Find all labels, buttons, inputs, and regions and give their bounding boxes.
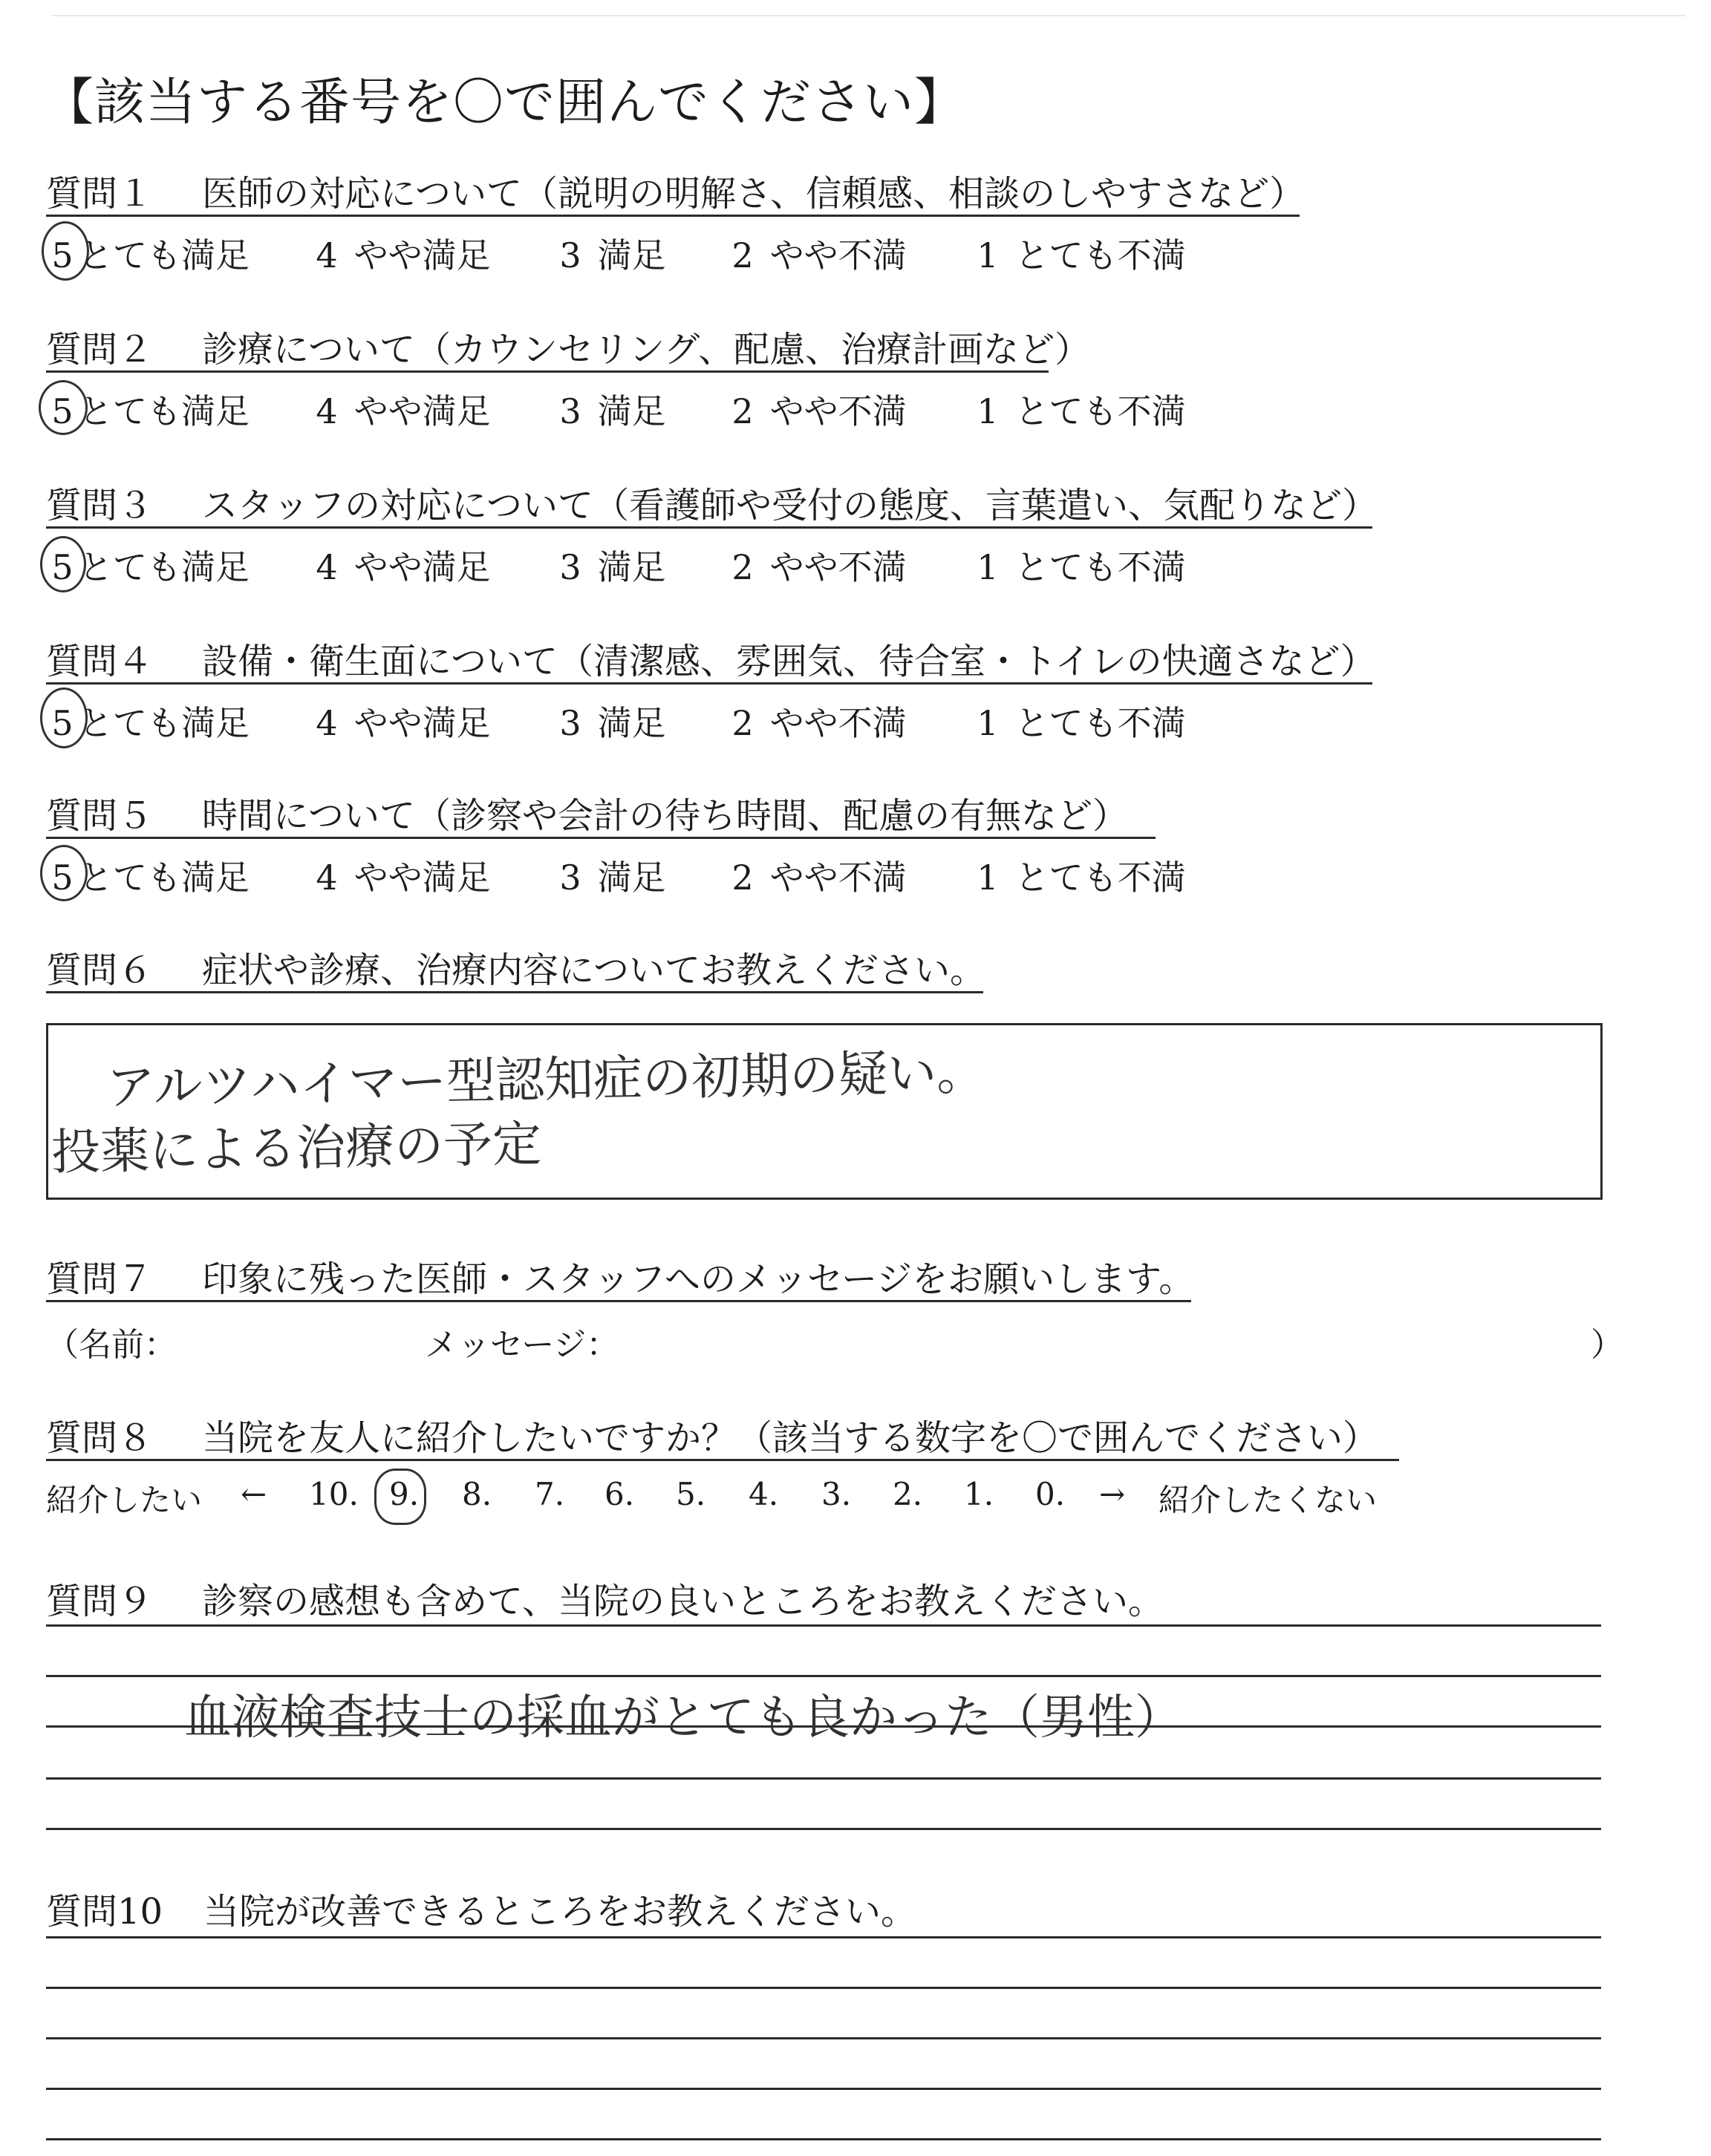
question-6-text: 症状や診療、治療内容についてお教えください。	[202, 950, 986, 991]
question-2-number: 質問２	[46, 329, 154, 370]
question-4-number: 質問４	[46, 641, 154, 682]
message-field-label[interactable]: メッセージ：	[425, 1326, 619, 1364]
question-8-scale	[46, 1476, 1613, 1520]
question-5-text: 時間について（診察や会計の待ち時間、配慮の有無など）	[202, 795, 1129, 837]
question-2-underline	[46, 370, 1049, 373]
scale-option-7[interactable]: 7.	[535, 1476, 565, 1512]
rating-option-3[interactable]: 3 満足	[559, 547, 666, 587]
scale-option-3[interactable]: 3.	[821, 1476, 852, 1512]
scale-option-1[interactable]: 1.	[964, 1476, 994, 1512]
question-4-underline	[46, 682, 1372, 685]
rating-option-4[interactable]: 4 やや満足	[316, 235, 491, 275]
form-instruction-title: 【該当する番号を〇で囲んでください】	[43, 74, 966, 132]
right-arrow-icon: →	[1099, 1476, 1126, 1512]
question-6-handwritten-line-2: 投薬による治療の予定	[50, 1115, 542, 1181]
scale-right-label: 紹介したくない	[1158, 1482, 1378, 1518]
answer-line	[46, 2037, 1601, 2039]
answer-line	[46, 1936, 1601, 1938]
question-8-number: 質問８	[46, 1417, 154, 1459]
scale-option-6[interactable]: 6.	[604, 1476, 635, 1512]
rating-option-4[interactable]: 4 やや満足	[316, 391, 491, 431]
answer-line	[46, 1987, 1601, 1989]
question-7-text: 印象に残った医師・スタッフへのメッセージをお願いします。	[202, 1258, 1195, 1300]
question-10-number: 質問10	[46, 1891, 163, 1933]
question-3-underline	[46, 526, 1372, 529]
rating-option-5[interactable]: 5 とても満足	[51, 858, 250, 898]
rating-option-2[interactable]: 2 やや不満	[731, 391, 907, 431]
question-6-underline	[46, 991, 983, 993]
scale-option-10[interactable]: 10.	[309, 1476, 359, 1512]
rating-option-5[interactable]: 5 とても満足	[51, 547, 250, 587]
scale-left-label: 紹介したい	[46, 1482, 203, 1518]
rating-option-3[interactable]: 3 満足	[559, 858, 666, 898]
rating-option-1[interactable]: 1 とても不満	[977, 235, 1186, 275]
question-7-number: 質問７	[46, 1258, 154, 1300]
answer-line	[46, 2088, 1601, 2090]
rating-option-2[interactable]: 2 やや不満	[731, 235, 907, 275]
question-5-number: 質問５	[46, 795, 154, 837]
rating-option-1[interactable]: 1 とても不満	[977, 391, 1186, 431]
question-5-underline	[46, 837, 1156, 839]
answer-line	[46, 1624, 1601, 1627]
rating-option-4[interactable]: 4 やや満足	[316, 858, 491, 898]
scale-option-0[interactable]: 0.	[1035, 1476, 1066, 1512]
rating-option-1[interactable]: 1 とても不満	[977, 547, 1186, 587]
rating-option-3[interactable]: 3 満足	[559, 703, 666, 743]
question-4-text: 設備・衛生面について（清潔感、雰囲気、待合室・トイレの快適さなど）	[202, 641, 1376, 682]
question-6-handwritten-line-1: アルツハイマー型認知症の初期の疑い。	[105, 1043, 986, 1117]
answer-line	[46, 1675, 1601, 1677]
scan-edge-line	[52, 15, 1686, 16]
rating-option-3[interactable]: 3 満足	[559, 235, 666, 275]
rating-option-5[interactable]: 5 とても満足	[51, 391, 250, 431]
closing-paren: ）	[1591, 1326, 1623, 1364]
answer-line	[46, 1828, 1601, 1830]
question-1-underline	[46, 215, 1300, 217]
question-3-text: スタッフの対応について（看護師や受付の態度、言葉遣い、気配りなど）	[202, 485, 1378, 526]
rating-option-2[interactable]: 2 やや不満	[731, 703, 907, 743]
question-10-text: 当院が改善できるところをお教えください。	[203, 1891, 917, 1933]
rating-option-2[interactable]: 2 やや不満	[731, 547, 907, 587]
question-8-text: 当院を友人に紹介したいですか？（該当する数字を〇で囲んでください）	[202, 1417, 1379, 1459]
rating-option-4[interactable]: 4 やや満足	[316, 703, 491, 743]
rating-option-5[interactable]: 5 とても満足	[51, 235, 250, 275]
question-1-number: 質問１	[46, 173, 154, 215]
question-6-number: 質問６	[46, 950, 154, 991]
question-8-underline	[46, 1459, 1399, 1461]
question-1-text: 医師の対応について（説明の明解さ、信頼感、相談のしやすさなど）	[202, 173, 1306, 215]
rating-option-4[interactable]: 4 やや満足	[316, 547, 491, 587]
question-2-text: 診療について（カウンセリング、配慮、治療計画など）	[202, 329, 1091, 370]
scale-option-5[interactable]: 5.	[676, 1476, 706, 1512]
question-6-answer-box[interactable]	[46, 1023, 1603, 1200]
left-arrow-icon: ←	[241, 1476, 267, 1512]
rating-option-1[interactable]: 1 とても不満	[977, 703, 1186, 743]
question-7-underline	[46, 1300, 1191, 1302]
answer-line	[46, 1777, 1601, 1780]
scale-option-8[interactable]: 8.	[462, 1476, 492, 1512]
question-7-fields	[46, 1318, 1623, 1364]
question-9-handwritten-answer: 血液検査技士の採血がとても良かった（男性）	[184, 1690, 1182, 1745]
question-9-text: 診察の感想も含めて、当院の良いところをお教えください。	[202, 1581, 1164, 1622]
question-9-number: 質問９	[46, 1581, 154, 1622]
rating-option-5[interactable]: 5 とても満足	[51, 703, 250, 743]
rating-option-3[interactable]: 3 満足	[559, 391, 666, 431]
rating-option-2[interactable]: 2 やや不満	[731, 858, 907, 898]
scale-option-2[interactable]: 2.	[893, 1476, 923, 1512]
scale-option-9[interactable]: 9.	[389, 1476, 420, 1512]
scale-option-4[interactable]: 4.	[749, 1476, 779, 1512]
name-field-label[interactable]: （名前：	[46, 1326, 177, 1364]
answer-line	[46, 2138, 1601, 2140]
question-3-number: 質問３	[46, 485, 154, 526]
rating-option-1[interactable]: 1 とても不満	[977, 858, 1186, 898]
